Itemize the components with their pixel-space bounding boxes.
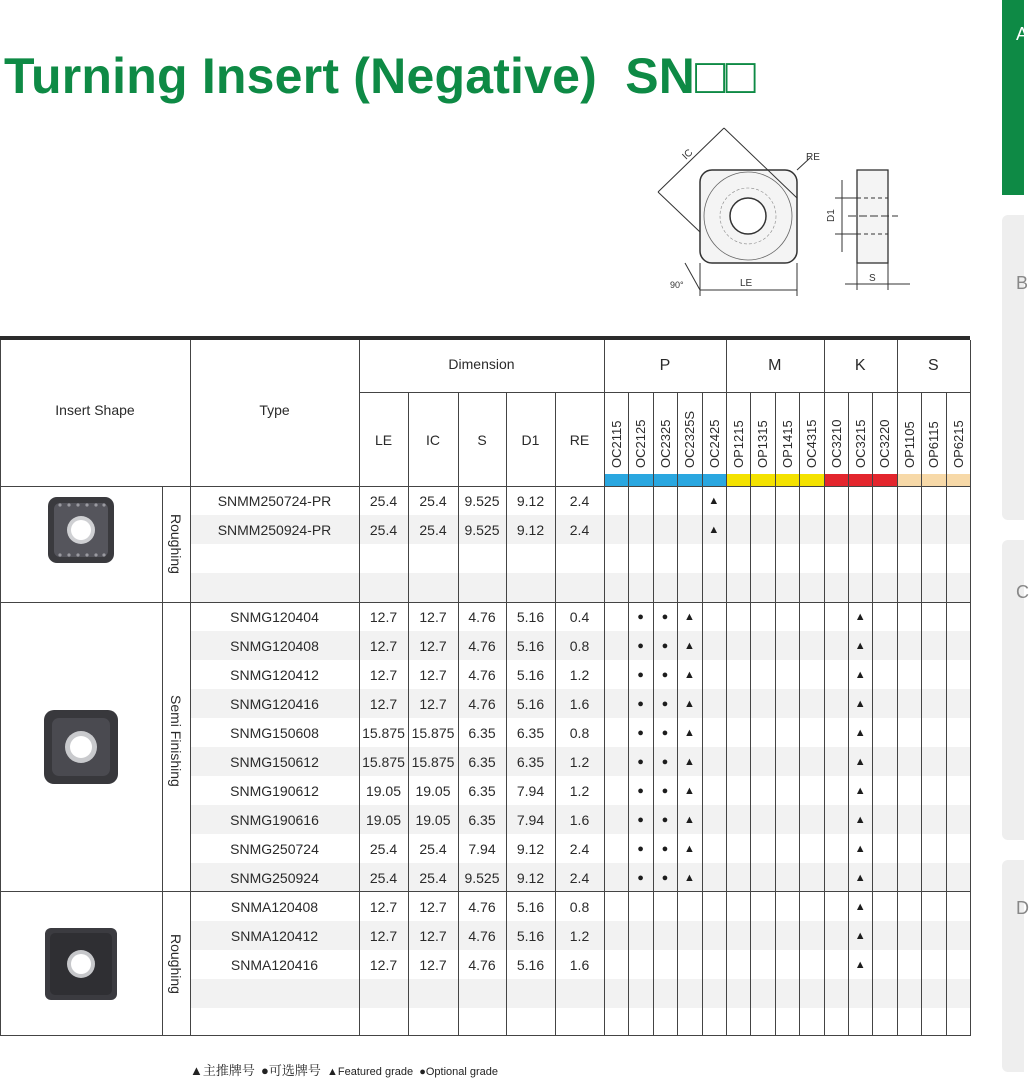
dim-cell-ic: 15.875 [411, 725, 455, 741]
dim-cell-d1: 5.16 [516, 609, 545, 625]
grade-mark: ● [637, 727, 644, 739]
grade-mark: ▲ [683, 872, 695, 884]
dim-cell-s: 4.76 [468, 928, 496, 944]
section-label: Semi Finishing [168, 694, 184, 787]
grade-mark: ▲ [708, 524, 720, 536]
dim-cell-d1: 9.12 [516, 870, 545, 886]
grade-mark: ▲ [854, 727, 866, 739]
dim-cell-re: 0.8 [569, 899, 590, 915]
dim-cell-ic: 19.05 [415, 783, 451, 799]
section-tab-label: C [1016, 582, 1029, 602]
grade-mark: ● [637, 785, 644, 797]
grade-mark: ● [661, 698, 669, 710]
dim-cell-s: 6.35 [468, 812, 496, 828]
dim-cell-le: 12.7 [369, 638, 398, 654]
dim-cell-re: 2.4 [569, 493, 590, 509]
grade-header: OC4315 [804, 419, 820, 468]
section-label: Roughing [168, 934, 184, 995]
grade-header: OC2115 [609, 420, 624, 468]
iso-group-header-p: P [659, 357, 671, 374]
type-cell: SNMG120416 [230, 696, 319, 712]
grade-mark: ▲ [683, 814, 695, 826]
grade-mark: ● [661, 669, 669, 681]
dim-cell-ic: 12.7 [419, 928, 447, 944]
dim-cell-d1: 5.16 [516, 696, 545, 712]
dim-col-header-ic: IC [426, 432, 440, 448]
grade-mark: ▲ [854, 930, 866, 942]
iso-color-band-s [897, 474, 970, 486]
grade-mark: ● [637, 669, 644, 681]
dim-cell-s: 9.525 [464, 870, 500, 886]
grade-header: OP1415 [779, 420, 795, 468]
grade-header: OP1105 [901, 421, 917, 468]
grade-header: OC2325S [682, 410, 698, 468]
section-tab-label: B [1016, 273, 1029, 293]
grade-col-line [775, 392, 776, 1036]
grade-mark: ▲ [683, 611, 695, 623]
dim-cell-ic: 12.7 [419, 957, 447, 973]
grade-mark: ▲ [854, 611, 866, 623]
dim-cell-ic: 12.7 [419, 899, 447, 915]
legend-main-cn: ▲主推牌号 [190, 1063, 255, 1078]
grade-header: OC2325 [657, 419, 673, 468]
grade-header: OC3220 [877, 419, 893, 468]
dim-cell-le: 25.4 [369, 493, 398, 509]
dim-cell-d1: 9.12 [516, 522, 545, 538]
dim-cell-s: 9.525 [464, 493, 500, 509]
group-col-line [726, 340, 727, 1036]
grade-mark: ● [637, 843, 644, 855]
dim-cell-d1: 6.35 [516, 725, 545, 741]
grade-mark: ▲ [683, 669, 695, 681]
grade-header: OP6115 [926, 421, 942, 468]
dim-cell-re: 2.4 [569, 522, 590, 538]
grade-col-line [872, 392, 873, 1036]
group-col-line [897, 340, 898, 1036]
grade-mark: ● [661, 640, 669, 652]
grade-mark: ● [661, 785, 669, 797]
iso-color-band-k [824, 474, 897, 486]
type-cell: SNMG120404 [230, 609, 319, 625]
col-line [162, 486, 163, 1036]
grade-mark: ● [661, 843, 669, 855]
dim-cell-le: 15.875 [362, 725, 405, 741]
grade-mark: ▲ [854, 669, 866, 681]
dim-cell-d1: 9.12 [516, 493, 545, 509]
grade-mark: ▲ [683, 843, 695, 855]
dim-cell-s: 6.35 [468, 783, 496, 799]
dim-col-header-le: LE [374, 432, 393, 448]
section-tabs [1000, 0, 1029, 1072]
grade-mark: ▲ [708, 495, 720, 507]
grade-mark: ● [637, 872, 644, 884]
dim-cell-d1: 9.12 [516, 841, 545, 857]
grade-mark: ▲ [683, 640, 695, 652]
dim-cell-s: 4.76 [468, 696, 496, 712]
diagram-re-label: RE [806, 152, 820, 163]
dim-cell-s: 4.76 [468, 957, 496, 973]
dim-cell-s: 6.35 [468, 754, 496, 770]
legend-optional-cn: ●可选牌号 [261, 1063, 321, 1078]
grade-mark: ▲ [854, 814, 866, 826]
grade-header: OP6215 [950, 420, 966, 468]
dim-cell-ic: 12.7 [419, 638, 447, 654]
dim-cell-s: 9.525 [464, 522, 500, 538]
dim-cell-re: 0.8 [569, 725, 590, 741]
dim-cell-s: 6.35 [468, 725, 496, 741]
grade-table [0, 336, 970, 1036]
type-cell: SNMM250724-PR [217, 493, 332, 509]
type-cell: SNMA120416 [230, 957, 319, 973]
grade-mark: ● [661, 611, 669, 623]
type-cell: SNMG190616 [230, 812, 319, 828]
grade-mark: ▲ [854, 901, 866, 913]
insert-dimension-diagram [650, 120, 930, 300]
dimension-header: Dimension [448, 356, 515, 372]
section-tab-c[interactable] [1002, 540, 1029, 840]
type-header: Type [259, 402, 290, 418]
page-title: Turning Insert (Negative) SN□□ [4, 48, 756, 104]
type-cell: SNMM250924-PR [217, 522, 332, 538]
dim-cell-s: 7.94 [468, 841, 496, 857]
diagram-d1-label: D1 [826, 209, 837, 222]
dim-cell-re: 1.2 [569, 783, 590, 799]
dim-cell-re: 1.2 [569, 667, 590, 683]
dim-cell-re: 1.6 [569, 957, 590, 973]
diagram-le-label: LE [740, 278, 753, 289]
dim-cell-le: 12.7 [369, 899, 398, 915]
section-label: Roughing [168, 514, 184, 575]
grade-mark: ▲ [854, 959, 866, 971]
grade-header: OC3210 [828, 419, 844, 468]
dim-cell-le: 12.7 [369, 957, 398, 973]
group-col-line [970, 340, 971, 1036]
grade-legend [190, 1060, 498, 1079]
dim-cell-s: 4.76 [468, 609, 496, 625]
dim-cell-d1: 5.16 [516, 899, 545, 915]
grade-header: OC3215 [853, 419, 868, 468]
dim-cell-re: 1.6 [569, 812, 590, 828]
grade-header: OP1315 [755, 420, 771, 468]
grade-mark: ● [661, 814, 669, 826]
grade-mark: ▲ [683, 727, 695, 739]
grade-mark: ● [661, 872, 669, 884]
grade-mark: ● [661, 756, 669, 768]
grade-mark: ● [661, 727, 669, 739]
type-cell: SNMG120408 [230, 638, 319, 654]
dim-cell-d1: 5.16 [516, 928, 545, 944]
section-tab-a[interactable] [1002, 0, 1029, 195]
dim-cell-ic: 15.875 [411, 754, 455, 770]
type-cell: SNMA120408 [230, 899, 319, 915]
dim-cell-s: 4.76 [468, 638, 496, 654]
dim-cell-ic: 25.4 [419, 493, 447, 509]
legend-optional-en: ●Optional grade [419, 1066, 499, 1078]
dim-cell-ic: 12.7 [419, 696, 447, 712]
row-stripe [190, 979, 970, 1008]
section-tab-label: D [1016, 898, 1029, 918]
iso-group-header-s: S [928, 357, 939, 374]
grade-mark: ▲ [854, 872, 866, 884]
dim-cell-s: 4.76 [468, 899, 496, 915]
dim-cell-le: 15.875 [362, 754, 405, 770]
dim-cell-le: 25.4 [369, 522, 398, 538]
diagram-angle-label: 90° [670, 280, 684, 290]
row-stripe [190, 573, 970, 602]
dim-cell-ic: 12.7 [419, 609, 447, 625]
type-cell: SNMG250724 [230, 841, 319, 857]
dim-cell-d1: 5.16 [516, 638, 545, 654]
grade-mark: ▲ [854, 640, 866, 652]
col-line [0, 340, 1, 1036]
insert-semi-finishing-icon [40, 706, 122, 793]
dim-cell-ic: 12.7 [419, 667, 447, 683]
dim-cell-le: 12.7 [369, 696, 398, 712]
insert-shape-header: Insert Shape [55, 402, 135, 418]
iso-group-header-k: K [854, 357, 866, 374]
grade-col-line [921, 392, 922, 1036]
dim-cell-re: 1.2 [569, 928, 590, 944]
grade-mark: ▲ [854, 843, 866, 855]
grade-mark: ● [637, 756, 644, 768]
section-tab-label: A [1016, 24, 1029, 44]
grade-mark: ● [637, 814, 644, 826]
header-line [359, 392, 970, 393]
dim-cell-le: 12.7 [369, 928, 398, 944]
dim-col-header-re: RE [569, 432, 590, 448]
grade-col-line [702, 392, 703, 1036]
grade-col-line [750, 392, 751, 1036]
grade-header: OC2125 [633, 419, 649, 468]
dim-cell-re: 1.2 [569, 754, 590, 770]
dim-cell-le: 12.7 [369, 667, 398, 683]
legend-featured-en: ▲Featured grade [326, 1066, 414, 1078]
grade-mark: ▲ [854, 698, 866, 710]
insert-chipbreaker-icon [44, 493, 118, 572]
type-cell: SNMG150608 [230, 725, 319, 741]
dim-cell-re: 2.4 [569, 870, 590, 886]
dim-col-header-s: S [477, 432, 487, 448]
grade-col-line [628, 392, 629, 1036]
grade-mark: ▲ [854, 785, 866, 797]
iso-color-band-p [604, 474, 726, 486]
dim-cell-re: 0.4 [569, 609, 590, 625]
grade-col-line [653, 392, 654, 1036]
section-tab-b[interactable] [1002, 215, 1029, 520]
type-cell: SNMG250924 [230, 870, 319, 886]
grade-col-line [946, 392, 947, 1036]
grade-mark: ▲ [854, 756, 866, 768]
section-tab-d[interactable] [1002, 860, 1029, 1072]
dim-cell-d1: 6.35 [516, 754, 545, 770]
iso-group-header-m: M [768, 357, 782, 374]
dim-cell-ic: 25.4 [419, 841, 447, 857]
type-cell: SNMG190612 [230, 783, 319, 799]
dim-cell-d1: 5.16 [516, 957, 545, 973]
dim-col-header-d1: D1 [521, 432, 540, 448]
grade-mark: ▲ [683, 785, 695, 797]
dim-cell-ic: 25.4 [419, 522, 447, 538]
dim-cell-re: 2.4 [569, 841, 590, 857]
col-line [604, 340, 605, 1036]
dim-cell-re: 1.6 [569, 696, 590, 712]
type-cell: SNMA120412 [230, 928, 319, 944]
dim-cell-s: 4.76 [468, 667, 496, 683]
dim-cell-le: 12.7 [369, 609, 398, 625]
dim-cell-d1: 7.94 [516, 783, 545, 799]
dim-cell-re: 0.8 [569, 638, 590, 654]
grade-mark: ▲ [683, 756, 695, 768]
dim-cell-le: 19.05 [365, 812, 402, 828]
dim-cell-ic: 25.4 [419, 870, 447, 886]
group-col-line [824, 340, 825, 1036]
grade-mark: ● [637, 611, 644, 623]
grade-mark: ▲ [683, 698, 695, 710]
dim-cell-d1: 5.16 [516, 667, 545, 683]
grade-header: OP1215 [731, 420, 746, 468]
diagram-ic-label: IC [680, 147, 696, 163]
diagram-s-label: S [869, 273, 876, 284]
dim-cell-ic: 19.05 [415, 812, 451, 828]
grade-mark: ● [637, 640, 644, 652]
type-cell: SNMG150612 [230, 754, 319, 770]
grade-col-line [799, 392, 800, 1036]
dim-cell-le: 25.4 [369, 841, 398, 857]
dim-cell-le: 25.4 [369, 870, 398, 886]
dim-cell-le: 19.05 [365, 783, 402, 799]
type-cell: SNMG120412 [230, 667, 319, 683]
grade-header: OC2425 [706, 419, 722, 468]
dim-cell-d1: 7.94 [516, 812, 545, 828]
grade-mark: ● [637, 698, 644, 710]
insert-flat-icon [41, 924, 121, 1009]
grade-col-line [677, 392, 678, 1036]
